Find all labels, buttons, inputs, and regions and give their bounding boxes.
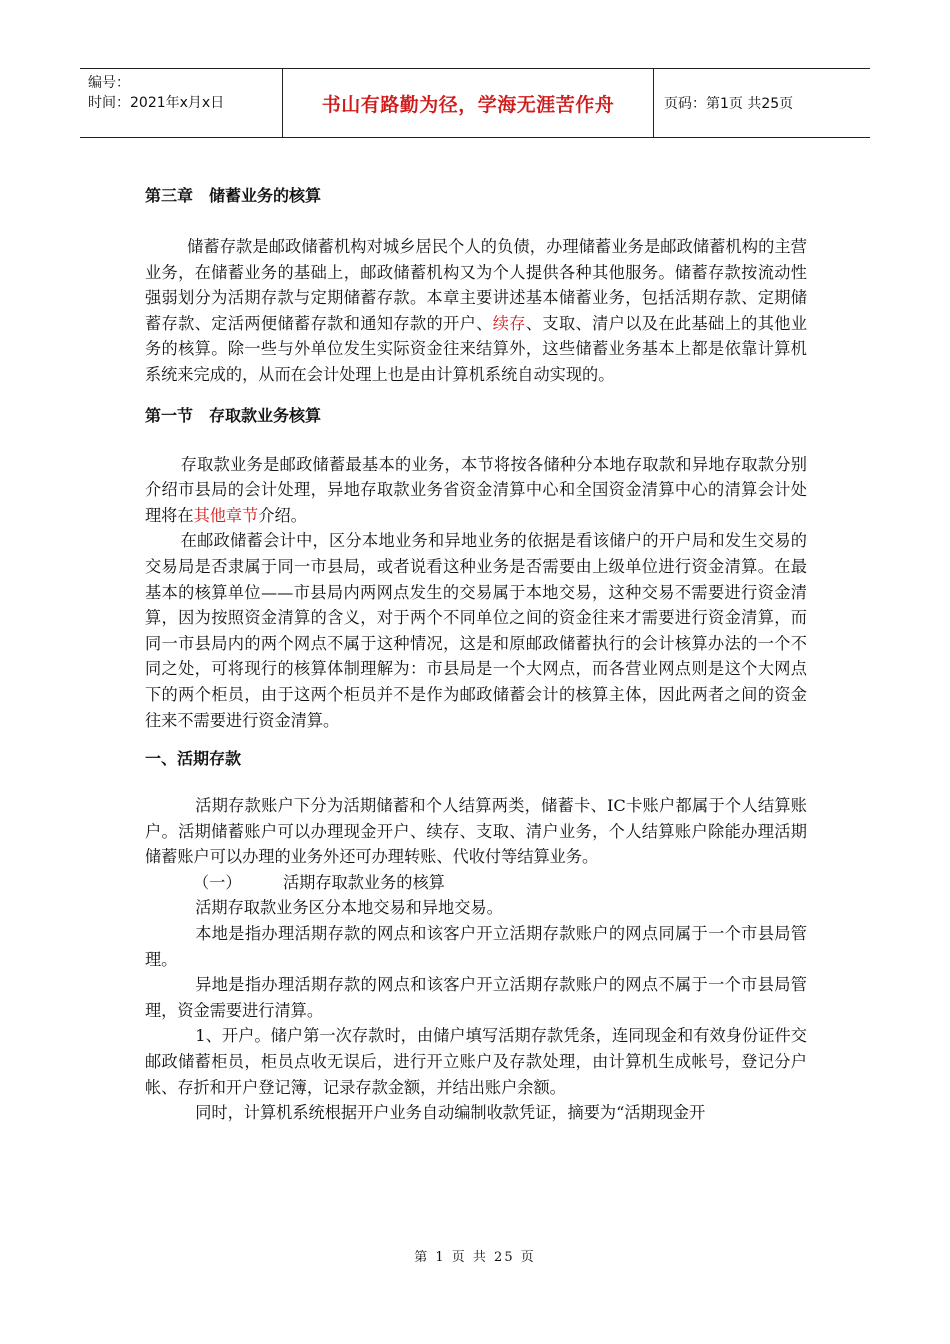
date-label: 时间：2021年x月x日 [88, 95, 225, 111]
chapter-title: 第三章 储蓄业务的核算 [145, 186, 322, 205]
section-p1-text-1: 存取款业务是邮政储蓄最基本的业务，本节将按各储种分本地存取款和异地存取款分别介绍市县局的会计处理，异地存取款业务省资金清算中心和全国资金清算中心的清算会计处理将在 [145, 454, 807, 525]
section-p1-text-2: 介绍。 [258, 505, 307, 525]
header-meta [80, 69, 282, 137]
item-number: （一） [193, 872, 242, 892]
intro-paragraph [145, 234, 807, 388]
item-title: 活期存取款业务的核算 [283, 872, 445, 892]
document-body [145, 184, 807, 1126]
page-footer: 第 1 页 共 25 页 [414, 1250, 536, 1265]
intro-text-1: 储蓄存款是邮政储蓄机构对城乡居民个人的负债，办理储蓄业务是邮政储蓄机构的主营业务，在储蓄业务的基础上，邮政储蓄机构又为个人提供各种其他服务。储蓄存款按流动性强弱划分为活期存款与定期储蓄存款。本章主要讲述基本储蓄业务，包括活期存款、定期储蓄存款、定活两便储蓄存款和通知存款的开户、 [145, 237, 807, 333]
subsection-title: 一、活期存款 [145, 749, 242, 769]
subsection-paragraph-4: 异地是指办理活期存款的网点和该客户开立活期存款账户的网点不属于一个市县局管理，资金需要进行清算。 [145, 975, 807, 1020]
section-paragraph-2: 在邮政储蓄会计中，区分本地业务和异地业务的依据是看该储户的开户局和发生交易的交易局是否隶属于同一市县局，或者说看这种业务是否需要由上级单位进行资金清算。在最基本的核算单位——市县局内两网点发生的交易属于本地交易，这种交易不需要进行资金清算，因为按照资金清算的含义，对于两个不同单位之间的资金往来才需要进行资金清算，而同一市县局内的两个网点不属于这种情况，这是和原邮政储蓄执行的会计核算办法的一个不同之处，可将现行的核算体制理解为：市县局是一个大网点，而各营业网点则是这个大网点下的两个柜员，由于这两个柜员并不是作为邮政储蓄会计的核算主体，因此两者之间的资金往来不需要进行资金清算。 [145, 531, 807, 730]
subsection-paragraph-2: 活期存取款业务区分本地交易和异地交易。 [195, 898, 503, 918]
subsection-paragraph-1: 活期存款账户下分为活期储蓄和个人结算两类，储蓄卡、IC卡账户都属于个人结算账户。活期储蓄账户可以办理现金开户、续存、支取、清户业务，个人结算账户除能办理活期储蓄账户可以办理的业务外还可办理转账、代收付等结算业务。 [145, 796, 807, 867]
intro-link-xucun[interactable]: 续存 [492, 313, 526, 333]
section-title: 第一节 存取款业务核算 [145, 405, 322, 425]
header-motto: 书山有路勤为径，学海无涯苦作舟 [282, 69, 654, 137]
page-header [80, 68, 870, 138]
intro-text-2: 、支取、清户以及在此基础上的其他业务的核算。除一些与外单位发生实际资金往来结算外，这些储蓄业务基本上都是依靠计算机系统来完成的，从而在会计处理上也是由计算机系统自动实现的。 [145, 313, 808, 384]
numbered-item-heading [193, 870, 807, 896]
header-page-info: 页码：第1页 共25页 [664, 96, 794, 112]
subsection-paragraph-5: 1、开户。储户第一次存款时，由储户填写活期存款凭条，连同现金和有效身份证件交邮政储蓄柜员，柜员点收无误后，进行开立账户及存款处理，由计算机生成帐号，登记分户帐、存折和开户登记簿，记录存款金额，并结出账户余额。 [145, 1026, 807, 1097]
section-paragraph-1 [145, 452, 807, 529]
subsection-paragraph-3: 本地是指办理活期存款的网点和该客户开立活期存款账户的网点同属于一个市县局管理。 [145, 924, 807, 969]
other-chapters-link[interactable]: 其他章节 [193, 505, 259, 525]
serial-number-label: 编号： [88, 75, 130, 91]
subsection-paragraph-6: 同时，计算机系统根据开户业务自动编制收款凭证，摘要为“活期现金开 [195, 1103, 706, 1123]
